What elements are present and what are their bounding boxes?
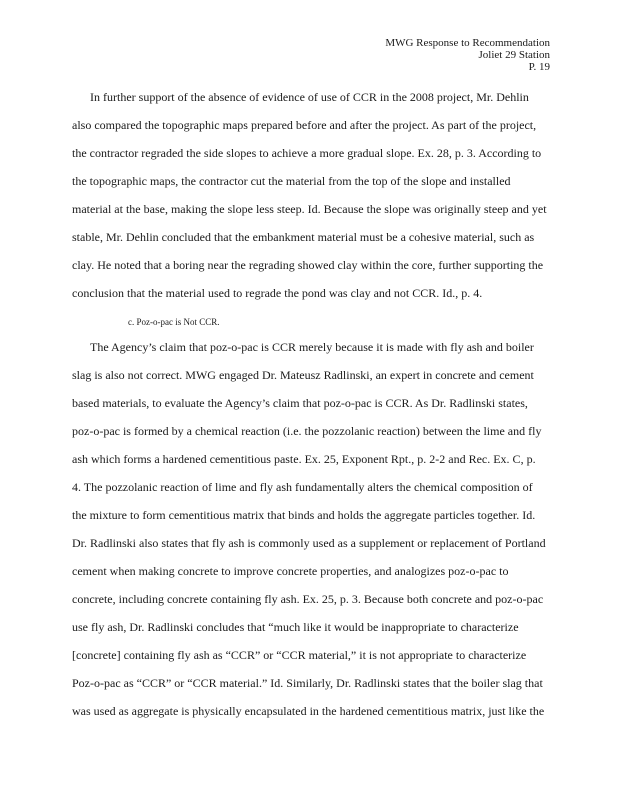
text-line: concrete, including concrete containing fly ash. Ex. 25, p. 3. Because both concrete and poz-o-pac xyxy=(72,592,544,606)
text-line: conclusion that the material used to regrade the pond was clay and not CCR. Id., p. 4. xyxy=(72,286,483,300)
text-line: ash which forms a hardened cementitious paste. Ex. 25, Exponent Rpt., p. 2-2 and Rec. Ex. C, p. xyxy=(72,452,536,466)
text-line: 4. The pozzolanic reaction of lime and fly ash fundamentally alters the chemical composition of xyxy=(72,480,533,494)
text-line: cement when making concrete to improve concrete properties, and analogizes poz-o-pac to xyxy=(72,564,509,578)
text-line: poz-o-pac is formed by a chemical reaction (i.e. the pozzolanic reaction) between the lime and fly xyxy=(72,424,542,438)
text-line: the mixture to form cementitious matrix that binds and holds the aggregate particles together. Id. xyxy=(72,508,536,522)
text-line: also compared the topographic maps prepared before and after the project. As part of the project, xyxy=(72,118,537,132)
text-line: Poz-o-pac as “CCR” or “CCR material.” Id. Similarly, Dr. Radlinski states that the boiler slag that xyxy=(72,676,543,690)
text-line: based materials, to evaluate the Agency’s claim that poz-o-pac is CCR. As Dr. Radlinski states, xyxy=(72,396,528,410)
section-subheading: c. Poz-o-pac is Not CCR. xyxy=(128,317,220,327)
text-line: the topographic maps, the contractor cut the material from the top of the slope and installed xyxy=(72,174,511,188)
header-title: MWG Response to Recommendation xyxy=(385,37,550,49)
header-station: Joliet 29 Station xyxy=(478,49,550,61)
text-line: The Agency’s claim that poz-o-pac is CCR merely because it is made with fly ash and boiler xyxy=(90,340,534,354)
text-line: was used as aggregate is physically encapsulated in the hardened cementitious matrix, just like the xyxy=(72,704,545,718)
text-line: In further support of the absence of evidence of use of CCR in the 2008 project, Mr. Dehlin xyxy=(90,90,529,104)
text-line: material at the base, making the slope less steep. Id. Because the slope was originally steep and yet xyxy=(72,202,547,216)
text-line: use fly ash, Dr. Radlinski concludes that “much like it would be inappropriate to characterize xyxy=(72,620,519,634)
header-page-number: P. 19 xyxy=(528,61,550,73)
text-line: Dr. Radlinski also states that fly ash is commonly used as a supplement or replacement of Portland xyxy=(72,536,546,550)
text-line: clay. He noted that a boring near the regrading showed clay within the core, further supporting the xyxy=(72,258,544,272)
text-line: [concrete] containing fly ash as “CCR” or “CCR material,” it is not appropriate to characterize xyxy=(72,648,527,662)
text-line: slag is also not correct. MWG engaged Dr. Mateusz Radlinski, an expert in concrete and cement xyxy=(72,368,534,382)
text-line: stable, Mr. Dehlin concluded that the embankment material must be a cohesive material, such as xyxy=(72,230,535,244)
text-line: the contractor regraded the side slopes to achieve a more gradual slope. Ex. 28, p. 3. According to xyxy=(72,146,542,160)
